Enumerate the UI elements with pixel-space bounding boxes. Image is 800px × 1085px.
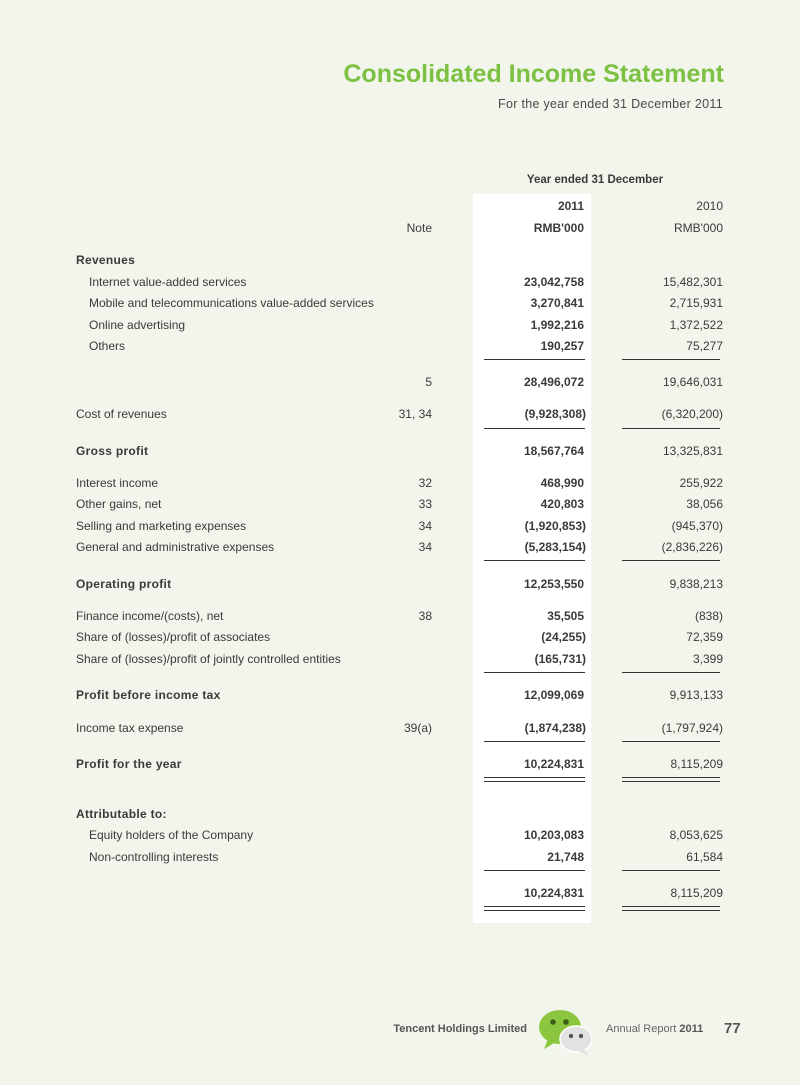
value-2010: 61,584 (686, 850, 723, 864)
row-label: Others (89, 339, 126, 353)
table-row (0, 607, 800, 625)
unit-2010-header: RMB'000 (674, 221, 723, 235)
table-row (0, 294, 800, 312)
value-2011: 10,224,831 (523, 757, 584, 771)
subtotal-rule (622, 672, 720, 673)
value-2011: 10,203,083 (523, 828, 584, 842)
value-2010: (2,836,226) (661, 540, 723, 554)
value-2011: (5,283,154) (524, 540, 586, 554)
footer-report-label: Annual Report (606, 1023, 677, 1035)
value-2011: 420,803 (540, 497, 584, 511)
table-row (0, 575, 800, 593)
value-2010: (945,370) (671, 519, 723, 533)
value-2011: 35,505 (547, 609, 584, 623)
value-2011: (9,928,308) (524, 407, 586, 421)
table-row (0, 337, 800, 355)
value-2010: 9,913,133 (669, 688, 723, 702)
table-row (0, 538, 800, 556)
value-2010: 15,482,301 (662, 275, 723, 289)
row-label: Internet value-added services (89, 275, 247, 289)
value-2011: 3,270,841 (530, 296, 584, 310)
value-2010: (838) (694, 609, 723, 623)
value-2011: 12,253,550 (523, 577, 584, 591)
row-note: 32 (418, 476, 432, 490)
value-2010: (6,320,200) (661, 407, 723, 421)
subtotal-rule (622, 428, 720, 429)
value-2011: 1,992,216 (530, 318, 584, 332)
table-row (0, 848, 800, 866)
row-label: Selling and marketing expenses (76, 519, 247, 533)
total-double-rule (622, 777, 720, 782)
subtotal-rule (622, 560, 720, 561)
table-row (0, 686, 800, 704)
page-subtitle: For the year ended 31 December 2011 (498, 97, 723, 111)
page-title: Consolidated Income Statement (343, 60, 724, 88)
subtotal-rule (484, 428, 585, 429)
row-label: Profit for the year (76, 757, 182, 771)
row-label: Non-controlling interests (89, 850, 219, 864)
value-2010: 13,325,831 (662, 444, 723, 458)
value-2011: (165,731) (534, 652, 586, 666)
value-2010: 9,838,213 (669, 577, 723, 591)
table-row (0, 884, 800, 902)
subtotal-rule (622, 870, 720, 871)
row-note: 31, 34 (398, 407, 432, 421)
col-2010-header: 2010 (696, 199, 723, 213)
table-row (0, 650, 800, 668)
value-2011: 28,496,072 (523, 375, 584, 389)
table-row (0, 474, 800, 492)
value-2011: 21,748 (547, 850, 584, 864)
value-2010: 19,646,031 (662, 375, 723, 389)
subtotal-rule (484, 741, 585, 742)
table-row (0, 373, 800, 391)
value-2011: 468,990 (540, 476, 584, 490)
row-label: Profit before income tax (76, 688, 221, 702)
page-number: 77 (724, 1020, 741, 1037)
row-note: 38 (418, 609, 432, 623)
note-header: Note (406, 221, 432, 235)
total-double-rule (484, 906, 585, 911)
subtotal-rule (484, 870, 585, 871)
row-note: 34 (418, 519, 432, 533)
footer-report (606, 1023, 703, 1035)
value-2010: 8,115,209 (670, 886, 723, 900)
value-2011: 12,099,069 (523, 688, 584, 702)
table-row (0, 826, 800, 844)
value-2011: 23,042,758 (523, 275, 584, 289)
row-label: Cost of revenues (76, 407, 167, 421)
row-label: Equity holders of the Company (89, 828, 254, 842)
value-2011: 18,567,764 (523, 444, 584, 458)
table-row (0, 273, 800, 291)
row-label: Other gains, net (76, 497, 162, 511)
value-2010: 1,372,522 (669, 318, 723, 332)
total-double-rule (484, 777, 585, 782)
subtotal-rule (484, 560, 585, 561)
row-label: Gross profit (76, 444, 149, 458)
value-2010: (1,797,924) (661, 721, 723, 735)
period-header: Year ended 31 December (526, 174, 664, 186)
table-row (0, 442, 800, 460)
table-row (0, 805, 800, 823)
table-row (0, 405, 800, 423)
value-2011: (1,874,238) (524, 721, 586, 735)
row-note: 5 (425, 375, 432, 389)
subtotal-rule (622, 359, 720, 360)
value-2010: 8,053,625 (669, 828, 723, 842)
table-row (0, 628, 800, 646)
table-row (0, 517, 800, 535)
total-double-rule (622, 906, 720, 911)
row-label: Income tax expense (76, 721, 184, 735)
row-note: 39(a) (403, 721, 432, 735)
table-row (0, 719, 800, 737)
footer-report-year: 2011 (679, 1023, 704, 1035)
row-note: 33 (418, 497, 432, 511)
table-row (0, 495, 800, 513)
row-label: Share of (losses)/profit of jointly controlled entities (76, 652, 341, 666)
subtotal-rule (484, 359, 585, 360)
row-label: Revenues (76, 253, 136, 267)
value-2010: 75,277 (686, 339, 723, 353)
subtotal-rule (622, 741, 720, 742)
row-label: Mobile and telecommunications value-added services (89, 296, 374, 310)
value-2010: 8,115,209 (670, 757, 723, 771)
row-label: Interest income (76, 476, 159, 490)
footer-company: Tencent Holdings Limited (393, 1023, 527, 1035)
value-2011: (24,255) (541, 630, 586, 644)
row-label: Share of (losses)/profit of associates (76, 630, 271, 644)
table-row (0, 251, 800, 269)
value-2011: (1,920,853) (524, 519, 586, 533)
value-2011: 190,257 (540, 339, 584, 353)
row-label: Attributable to: (76, 807, 167, 821)
row-note: 34 (418, 540, 432, 554)
table-row (0, 755, 800, 773)
col-2011-header: 2011 (557, 199, 584, 213)
value-2010: 255,922 (679, 476, 723, 490)
row-label: Operating profit (76, 577, 172, 591)
row-label: Finance income/(costs), net (76, 609, 224, 623)
table-row (0, 316, 800, 334)
value-2010: 72,359 (686, 630, 723, 644)
row-label: Online advertising (89, 318, 186, 332)
value-2010: 2,715,931 (669, 296, 723, 310)
unit-2011-header: RMB'000 (533, 221, 584, 235)
chat-bubbles-icon (536, 1005, 598, 1057)
column-year-header-row (0, 197, 800, 215)
row-label: General and administrative expenses (76, 540, 275, 554)
value-2010: 38,056 (686, 497, 723, 511)
value-2010: 3,399 (692, 652, 723, 666)
value-2011: 10,224,831 (523, 886, 584, 900)
subtotal-rule (484, 672, 585, 673)
column-unit-header-row (0, 219, 800, 237)
